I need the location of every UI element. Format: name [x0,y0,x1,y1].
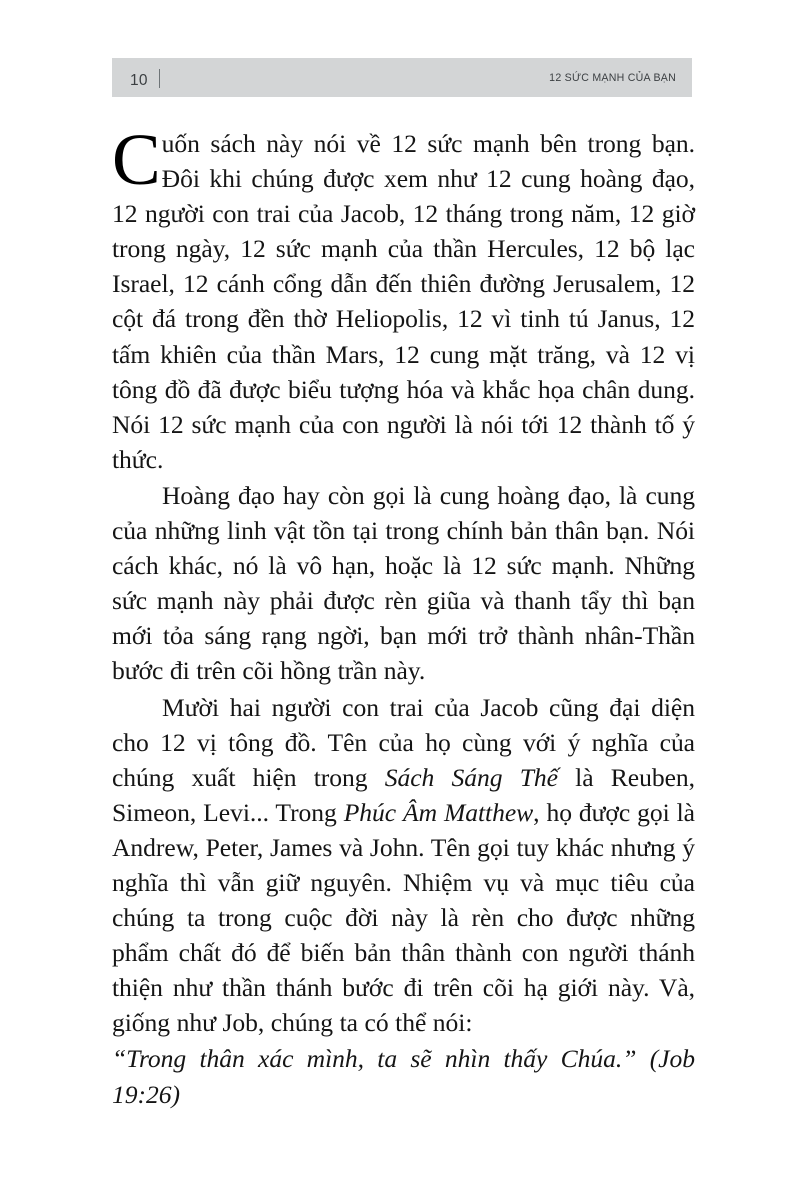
running-head-title: 12 SỨC MẠNH CỦA BẠN [549,71,676,84]
paragraph-3-part-2: là Reuben, Simeon, Levi... Trong [112,762,695,827]
paragraph-1: Cuốn sách này nói về 12 sức mạnh bên trong bạn. Đôi khi chúng được xem như 12 cung hoàng đạo, 12 người con trai của Jacob, 12 tháng trong năm, 12 giờ trong ngày, 12 sức mạnh của thần Hercules, 12 bộ lạc Israel, 12 cánh cổng dẫn đến thiên đường Jerusalem, 12 cột đá trong đền thờ Heliopolis, 12 vì tinh tú Janus, 12 tấm khiên của thần Mars, 12 cung mặt trăng, và 12 vị tông đồ đã được biểu tượng hóa và khắc họa chân dung. Nói 12 sức mạnh của con người là nói tới 12 thành tố ý thức. [112,119,695,474]
body-text-column [112,119,695,1112]
book-title-matthew: Phúc Âm Matthew [343,797,534,827]
header-divider-rule [159,69,160,88]
page-number: 10 [130,71,148,89]
running-head-band [112,58,692,97]
scripture-quote: “Trong thân xác mình, ta sẽ nhìn thấy Chúa.” (Job 19:26) [112,1044,695,1109]
paragraph-3 [112,690,695,1041]
paragraph-3-part-3: , họ được gọi là Andrew, Peter, James và John. Tên gọi tuy khác nhưng ý nghĩa thì vẫn giữ nguyên. Nhiệm vụ và mục tiêu của chúng ta trong cuộc đời này là rèn cho được những phẩm chất đó để biến bản thân thành con người thánh thiện như thần thánh bước đi trên cõi hạ giới này. Và, giống như Job, chúng ta có thể nói: [112,797,695,1038]
paragraph-2: Hoàng đạo hay còn gọi là cung hoàng đạo, là cung của những linh vật tồn tại trong chính bản thân bạn. Nói cách khác, nó là vô hạn, hoặc là 12 sức mạnh. Những sức mạnh này phải được rèn giũa và thanh tẩy thì bạn mới tỏa sáng rạng ngời, bạn mới trở thành nhân-Thần bước đi trên cõi hồng trần này. [112,480,695,686]
running-head-left [130,66,160,90]
book-title-genesis: Sách Sáng Thế [384,762,558,792]
paragraph-3-part-1: Mười hai người con trai của Jacob cũng đại diện cho 12 vị tông đồ. Tên của họ cùng với ý nghĩa của chúng xuất hiện trong [112,692,695,792]
